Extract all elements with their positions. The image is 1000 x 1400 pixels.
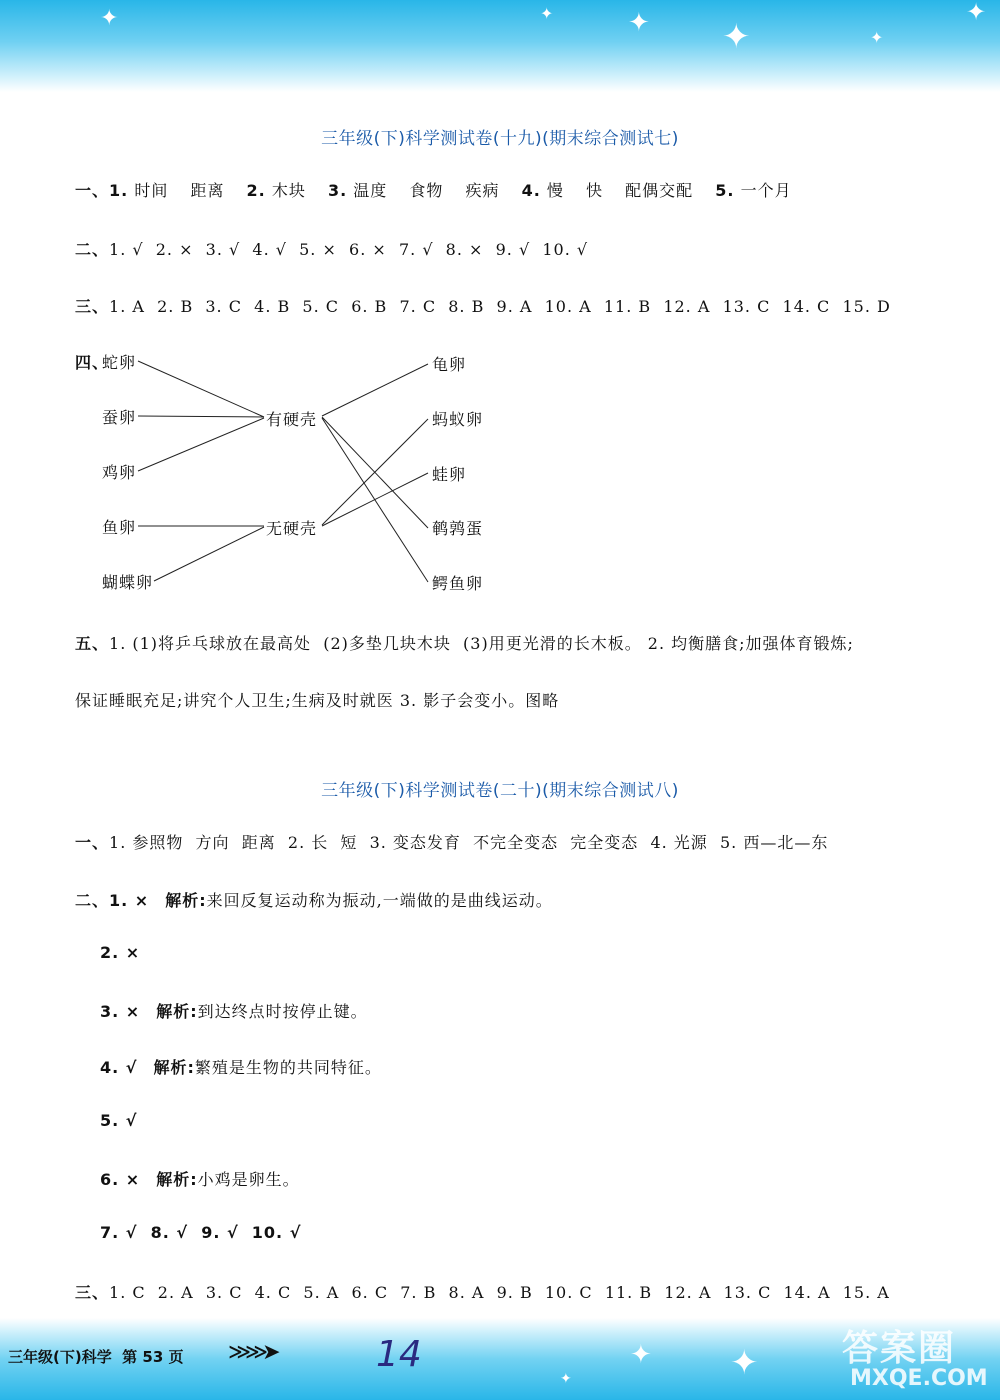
double-arrow-icon: ≫≫➤ (228, 1340, 275, 1365)
q-number: 三、 (75, 297, 110, 316)
match-left-item: 鸡卵 (102, 463, 137, 482)
exam-19-q3: 三、1. A 2. B 3. C 4. B 5. C 6. B 7. C 8. B 9. A 10. A 11. B 12. A 13. C 14. C 15. D (75, 297, 891, 316)
match-line (154, 527, 264, 581)
match-right-item: 龟卵 (432, 355, 467, 374)
match-middle-item: 无硬壳 (266, 519, 318, 538)
exam-19-q1: 一、1. 时间 距离 2. 木块 3. 温度 食物 疾病 4. 慢 快 配偶交配 5. 一个月 (75, 181, 792, 200)
watermark-logo: 答案圈 MXQE.COM (842, 1328, 988, 1391)
exam-19-title: 三年级(下)科学测试卷(十九)(期末综合测试七) (321, 129, 679, 149)
exam-20-q1: 一、1. 参照物 方向 距离 2. 长 短 3. 变态发育 不完全变态 完全变态 4. 光源 5. 西—北—东 (75, 833, 829, 852)
q-number: 二、 (75, 891, 110, 910)
exam-19-q2: 二、1. √ 2. × 3. √ 4. √ 5. × 6. × 7. √ 8. × 9. √ 10. √ (75, 240, 589, 259)
match-middle-item: 有硬壳 (266, 410, 318, 429)
match-right-item: 鹌鹑蛋 (432, 519, 484, 538)
match-line (322, 419, 428, 525)
exam-20-title: 三年级(下)科学测试卷(二十)(期末综合测试八) (321, 781, 679, 801)
exam-19-q4-number: 四、 (75, 353, 110, 372)
exam-20-q2-item: 3. × 解析:到达终点时按停止键。 (100, 1002, 368, 1021)
sparkle-icon: ✦ (966, 0, 987, 26)
sparkle-icon: ✦ (100, 6, 119, 31)
exam-20-q2-item: 5. √ (100, 1111, 138, 1130)
handwritten-page-number: 14 (376, 1334, 422, 1375)
page-footer-label: 三年级(下)科学 第 53 页 (8, 1348, 184, 1366)
sparkle-icon: ✦ (630, 1340, 652, 1370)
sparkle-icon: ✦ (730, 1343, 759, 1383)
match-right-item: 蚂蚁卵 (432, 410, 484, 429)
sparkle-icon: ✦ (722, 17, 751, 57)
q-number: 二、 (75, 240, 110, 259)
exam-20-q2-item: 7. √ 8. √ 9. √ 10. √ (100, 1223, 302, 1242)
match-line (322, 364, 428, 416)
exam-20-q2-item: 6. × 解析:小鸡是卵生。 (100, 1170, 300, 1189)
match-line (138, 418, 264, 471)
match-left-item: 蝴蝶卵 (102, 573, 154, 592)
exam-20-q2-item: 4. √ 解析:繁殖是生物的共同特征。 (100, 1058, 382, 1077)
exam-20-q2-item: 2. × (100, 943, 141, 962)
match-left-item: 蛇卵 (102, 353, 137, 372)
q-number: 一、 (75, 833, 110, 852)
match-line (138, 416, 264, 417)
q-number: 五、 (75, 634, 110, 653)
exam-20-q3: 三、1. C 2. A 3. C 4. C 5. A 6. C 7. B 8. A 9. B 10. C 11. B 12. A 13. C 14. A 15. A (75, 1283, 890, 1302)
q-number: 三、 (75, 1283, 110, 1302)
exam-19-q5-line1: 五、1. (1)将乒乓球放在最高处 (2)多垫几块木块 (3)用更光滑的长木板。 2. 均衡膳食;加强体育锻炼; (75, 634, 854, 653)
exam-20-q2-item: 二、1. × 解析:来回反复运动称为振动,一端做的是曲线运动。 (75, 891, 553, 910)
sparkle-icon: ✦ (628, 8, 650, 38)
match-line (322, 473, 428, 526)
match-left-item: 鱼卵 (102, 518, 137, 537)
match-right-item: 鳄鱼卵 (432, 574, 484, 593)
match-left-item: 蚕卵 (102, 408, 137, 427)
sparkle-icon: ✦ (560, 1371, 572, 1387)
q-number: 一、 (75, 181, 110, 200)
match-line (138, 361, 264, 417)
sparkle-icon: ✦ (870, 28, 884, 47)
exam-19-q5-line2: 保证睡眠充足;讲究个人卫生;生病及时就医 3. 影子会变小。图略 (75, 691, 560, 710)
sparkle-icon: ✦ (540, 4, 554, 23)
match-right-item: 蛙卵 (432, 465, 467, 484)
